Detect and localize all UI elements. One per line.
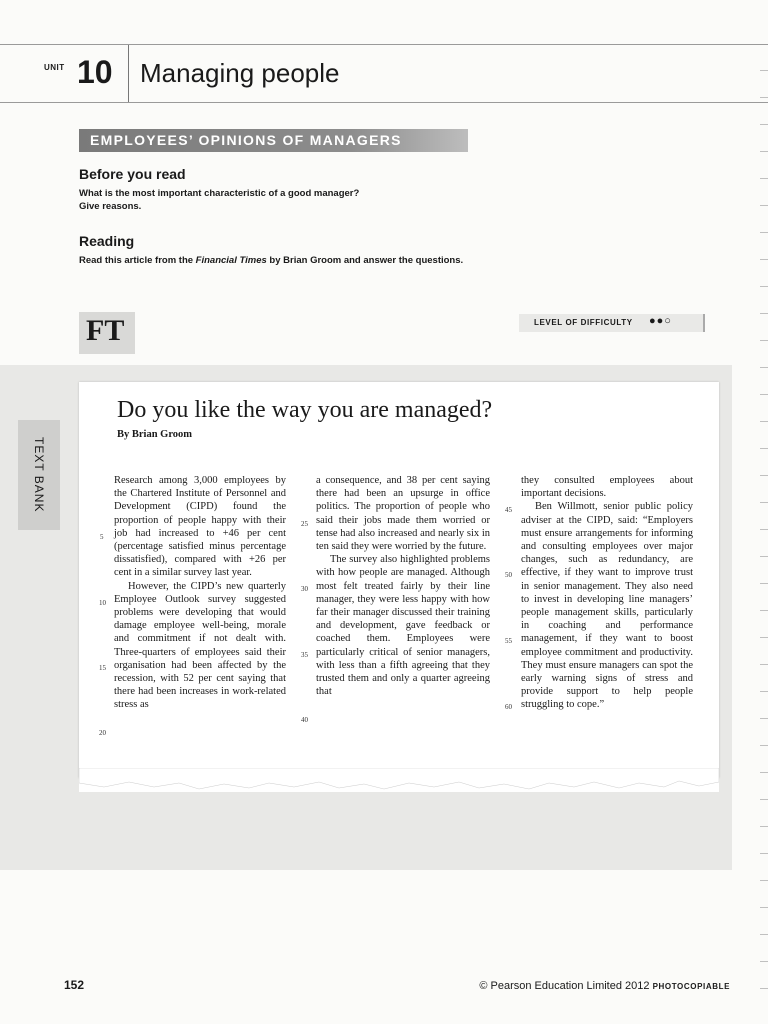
line-number: 50 xyxy=(505,571,512,579)
article-paragraph: a consequence, and 38 per cent saying there had been an upsurge in office politics. The proportion of people who said their jobs made them worried or tense had also increased and nearly six in ten said they were worried by the future. xyxy=(316,475,490,553)
article-column-1 xyxy=(114,474,286,712)
copyright-notice xyxy=(479,980,730,992)
article-column-3 xyxy=(521,474,693,712)
before-you-read-question xyxy=(79,187,499,213)
article-paragraph: The survey also highlighted problems with how people are managed. Although most felt treated fairly by their line manager, they were less happy with how far their manager discussed their training and development, gave feedback or coached them. Employees were particularly critical of senior managers, with less than a fifth agreeing that they trusted them and only a quarter agreeing that xyxy=(316,554,490,698)
line-number: 25 xyxy=(301,520,308,528)
article-column-2 xyxy=(316,474,490,698)
text-bank-tab xyxy=(18,420,60,530)
photocopiable-label: PHOTOCOPIABLE xyxy=(652,982,730,991)
article-paragraph: they consulted employees about important decisions. xyxy=(521,475,693,500)
reading-instruction xyxy=(79,254,479,267)
ft-logo-text: FT xyxy=(86,314,125,347)
reading-instruction-pre: Read this article from the xyxy=(79,255,196,266)
unit-title: Managing people xyxy=(140,58,340,88)
line-number: 5 xyxy=(100,533,104,541)
margin-tick-marks xyxy=(760,44,768,1004)
section-title: EMPLOYEES’ OPINIONS OF MANAGERS xyxy=(90,132,402,148)
ft-logo xyxy=(79,312,135,354)
difficulty-label: LEVEL OF DIFFICULTY xyxy=(534,318,633,327)
unit-divider xyxy=(128,45,129,102)
line-number: 40 xyxy=(301,716,308,724)
difficulty-dots: ●●○ xyxy=(649,315,672,327)
header-bottom-rule xyxy=(0,102,768,103)
page-number: 152 xyxy=(64,978,85,992)
article-paragraph: However, the CIPD’s new quarterly Employee Outlook survey suggested problems were developing that would damage employee well-being, morale and commitment if not dealt with. Three-quarters of employees said their organisation had been affected by the recession, with 52 per cent saying that there had been increases in work-related stress as xyxy=(114,580,286,711)
unit-label: UNIT xyxy=(44,63,65,72)
difficulty-indicator xyxy=(519,314,705,332)
line-number: 55 xyxy=(505,637,512,645)
unit-number: 10 xyxy=(77,54,113,90)
torn-edge xyxy=(79,768,719,792)
copyright-text: © Pearson Education Limited 2012 xyxy=(479,980,650,992)
article-byline: By Brian Groom xyxy=(117,429,193,440)
line-number: 10 xyxy=(99,599,106,607)
article-paragraph: Research among 3,000 employees by the Chartered Institute of Personnel and Development (CIPD) found the proportion of people happy with their job had increased to +46 per cent (percentage satisfied minus percentage dissatisfied), compared with +26 per cent in a similar survey last year. xyxy=(114,475,286,579)
line-number: 60 xyxy=(505,703,512,711)
text-bank-label: TEXT BANK xyxy=(32,437,46,513)
article-title: Do you like the way you are managed? xyxy=(117,397,493,423)
line-number: 30 xyxy=(301,585,308,593)
line-number: 20 xyxy=(99,729,106,737)
question-line-1: What is the most important characteristic of a good manager? xyxy=(79,188,360,199)
reading-instruction-post: by Brian Groom and answer the questions. xyxy=(266,255,464,266)
line-number: 45 xyxy=(505,506,512,514)
reading-source: Financial Times xyxy=(195,255,267,266)
line-number: 35 xyxy=(301,651,308,659)
reading-heading: Reading xyxy=(79,233,135,249)
line-number: 15 xyxy=(99,664,106,672)
before-you-read-heading: Before you read xyxy=(79,166,186,182)
header-top-rule xyxy=(0,44,768,45)
article-paragraph: Ben Willmott, senior public policy adviser at the CIPD, said: “Employers must ensure arrangements for informing and consulting employees over major changes, such as redundancy, are effective, if they want to improve trust in senior management. They also need to invest in developing line managers’ people management skills, particularly in coaching and performance management, if they want to boost employee commitment and productivity. They must ensure managers can spot the early warning signs of stress and provide support to help people struggling to cope.” xyxy=(521,501,693,711)
section-title-bar xyxy=(79,129,468,152)
question-line-2: Give reasons. xyxy=(79,201,142,212)
